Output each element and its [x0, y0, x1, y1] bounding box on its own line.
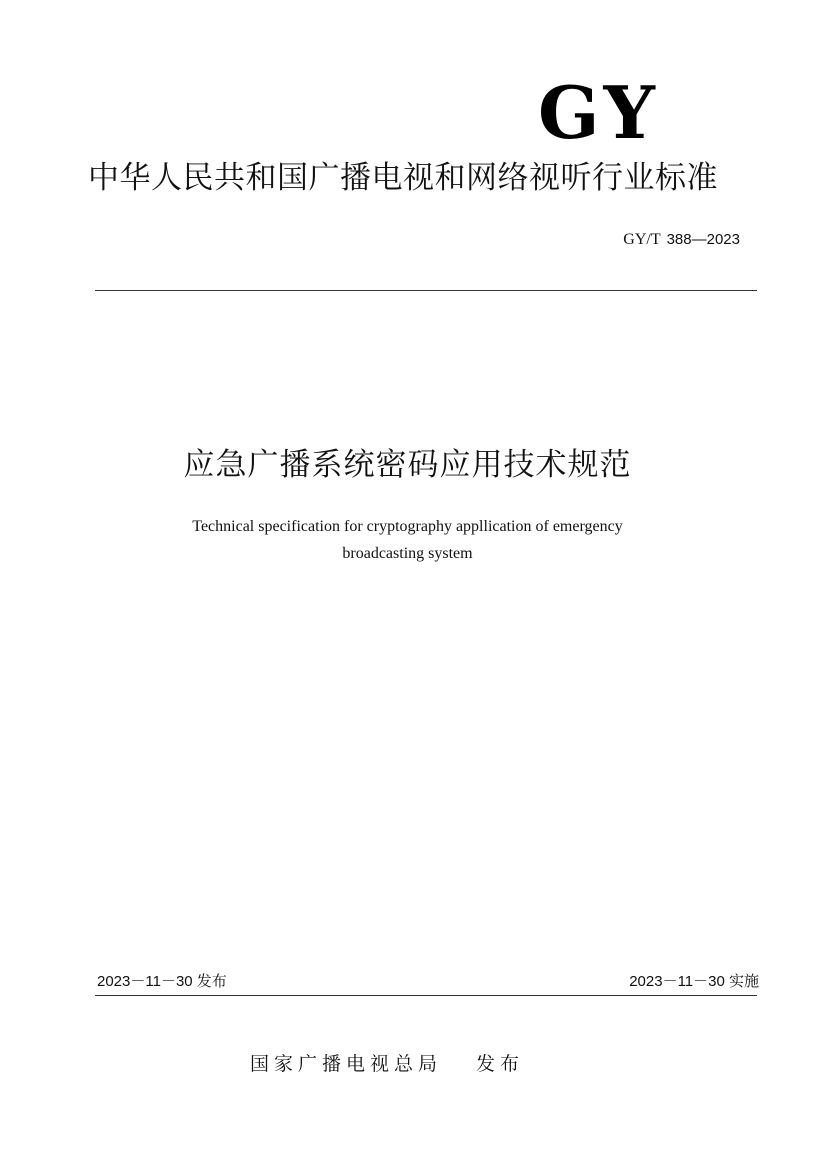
top-divider	[95, 290, 757, 291]
standard-number-value: 388—2023	[666, 231, 740, 248]
publisher-row	[250, 1051, 650, 1077]
document-title: 应急广播系统密码应用技术规范	[183, 447, 632, 483]
industry-standard-title: 中华人民共和国广播电视和网络视听行业标准	[88, 160, 718, 196]
standard-code: GY/T	[623, 231, 661, 248]
title-en-line-2: broadcasting system	[342, 545, 473, 562]
standard-number	[540, 229, 740, 250]
issue-date: 2023－11－30 发布	[97, 973, 227, 990]
publish-label: 发布	[476, 1053, 525, 1075]
bottom-divider	[95, 995, 757, 996]
gy-logo: GY	[538, 70, 659, 155]
title-en-line-1: Technical specification for cryptography appllication of emergency	[192, 518, 623, 535]
publisher-name: 国家广播电视总局	[250, 1053, 443, 1075]
document-title-english	[132, 513, 683, 567]
date-row	[97, 971, 759, 995]
implementation-date: 2023－11－30 实施	[629, 973, 759, 990]
